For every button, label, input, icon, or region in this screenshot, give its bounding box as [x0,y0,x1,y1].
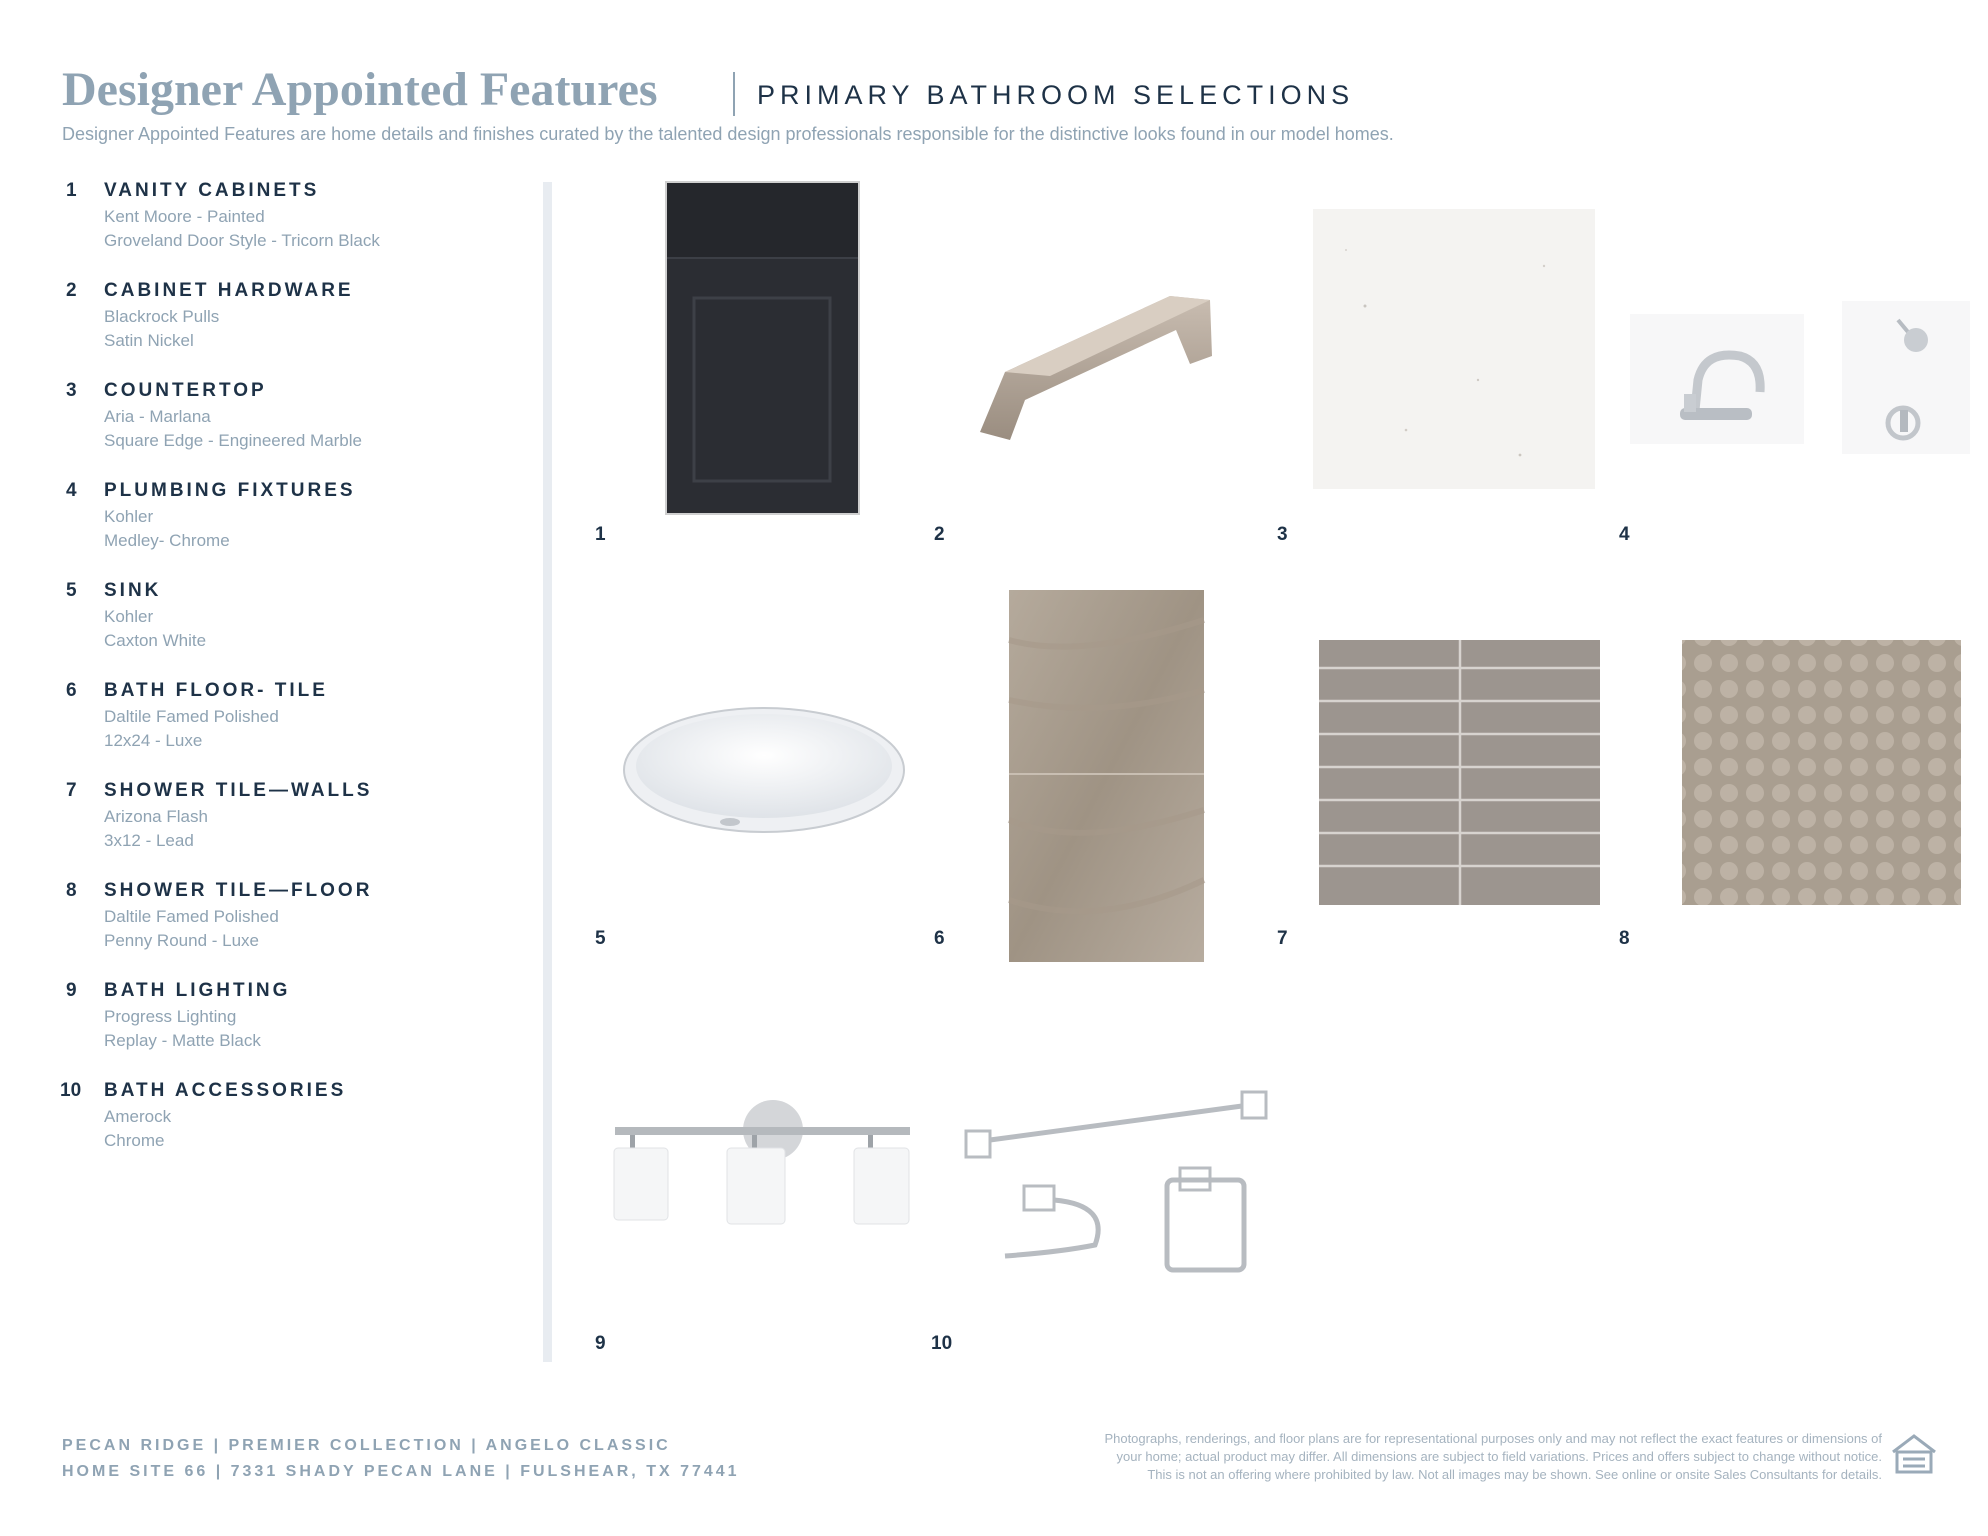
feature-detail: Chrome [104,1131,165,1150]
disclaimer-line: Photographs, renderings, and floor plans are for representational purposes only and may not reflect the exact features or dimensions of [1104,1431,1882,1446]
feature-detail: Daltile Famed Polished [104,907,279,926]
feature-item [58,980,528,1080]
footer-address-line: HOME SITE 66 | 7331 SHADY PECAN LANE | FULSHEAR, TX 77441 [62,1463,740,1480]
bath-accessories-image [966,1092,1266,1270]
feature-detail: Progress Lighting [104,1007,237,1026]
image-label: 4 [1619,524,1630,545]
feature-number: 6 [66,680,77,701]
feature-item [58,880,528,980]
feature-title: SHOWER TILE—FLOOR [104,880,373,901]
image-label: 10 [931,1333,953,1354]
image-label: 6 [934,928,945,949]
feature-title: VANITY CABINETS [104,180,320,201]
feature-item [58,180,528,280]
feature-title: PLUMBING FIXTURES [104,480,356,501]
disclaimer-line: your home; actual product may differ. All dimensions are subject to field variations. Prices and offers subject to change without notice. [1116,1449,1882,1464]
feature-detail: 12x24 - Luxe [104,731,203,750]
feature-detail: Square Edge - Engineered Marble [104,431,362,450]
intro-text: Designer Appointed Features are home details and finishes curated by the talented design professionals responsible for the distinctive looks found in our model homes. [62,124,1394,144]
feature-title: SHOWER TILE—WALLS [104,780,373,801]
feature-title: COUNTERTOP [104,380,267,401]
sink-image [624,708,904,832]
feature-number: 9 [66,980,77,1001]
feature-item [58,780,528,880]
feature-detail: Caxton White [104,631,207,650]
feature-detail: Blackrock Pulls [104,307,220,326]
feature-detail: Kent Moore - Painted [104,207,265,226]
page-title: Designer Appointed Features [62,63,658,116]
feature-detail: Kohler [104,507,154,526]
image-label: 2 [934,524,945,545]
column-divider [543,182,552,1362]
image-label: 5 [595,928,606,949]
feature-detail: Penny Round - Luxe [104,931,259,950]
feature-number: 3 [66,380,77,401]
feature-detail: 3x12 - Lead [104,831,194,850]
feature-item [58,580,528,680]
image-label: 8 [1619,928,1630,949]
feature-detail: Groveland Door Style - Tricorn Black [104,231,380,250]
feature-title: BATH LIGHTING [104,980,291,1001]
feature-detail: Aria - Marlana [104,407,211,426]
image-label: 9 [595,1333,606,1354]
feature-number: 4 [66,480,77,501]
equal-housing-opportunity-icon [1893,1436,1935,1472]
feature-detail: Replay - Matte Black [104,1031,261,1050]
disclaimer-text [982,1430,1882,1484]
floor-tile-image [1009,590,1204,962]
shower-fixture-image [1842,301,1970,454]
feature-title: CABINET HARDWARE [104,280,354,301]
feature-detail: Amerock [104,1107,172,1126]
feature-number: 8 [66,880,77,901]
feature-number: 7 [66,780,77,801]
page-subtitle: PRIMARY BATHROOM SELECTIONS [757,80,1355,110]
footer-community-line: PECAN RIDGE | PREMIER COLLECTION | ANGELO CLASSIC [62,1437,671,1454]
image-label: 7 [1277,928,1288,949]
feature-detail: Satin Nickel [104,331,194,350]
feature-item [58,680,528,780]
feature-detail: Daltile Famed Polished [104,707,279,726]
cabinet-pull-image [980,296,1212,440]
feature-list [58,180,528,1180]
feature-number: 5 [66,580,77,601]
feature-detail: Arizona Flash [104,807,208,826]
feature-item [58,280,528,380]
feature-item [58,480,528,580]
shower-wall-tile-image [1319,640,1600,905]
header-divider [733,72,735,116]
feature-number: 10 [60,1080,82,1101]
disclaimer-line: This is not an offering where prohibited by law. Not all images may be shown. See online or onsite Sales Consultants for details. [1147,1467,1882,1482]
faucet-image [1630,314,1804,444]
feature-item [58,1080,528,1180]
feature-title: BATH ACCESSORIES [104,1080,347,1101]
image-label: 1 [595,524,606,545]
feature-number: 2 [66,280,77,301]
vanity-light-image [614,1100,910,1224]
feature-number: 1 [66,180,77,201]
feature-detail: Kohler [104,607,154,626]
feature-title: SINK [104,580,162,601]
feature-item [58,380,528,480]
shower-floor-tile-image [1682,640,1961,905]
vanity-cabinet-image [666,182,859,514]
feature-title: BATH FLOOR- TILE [104,680,328,701]
feature-detail: Medley- Chrome [104,531,230,550]
image-label: 3 [1277,524,1288,545]
countertop-image [1313,209,1595,489]
